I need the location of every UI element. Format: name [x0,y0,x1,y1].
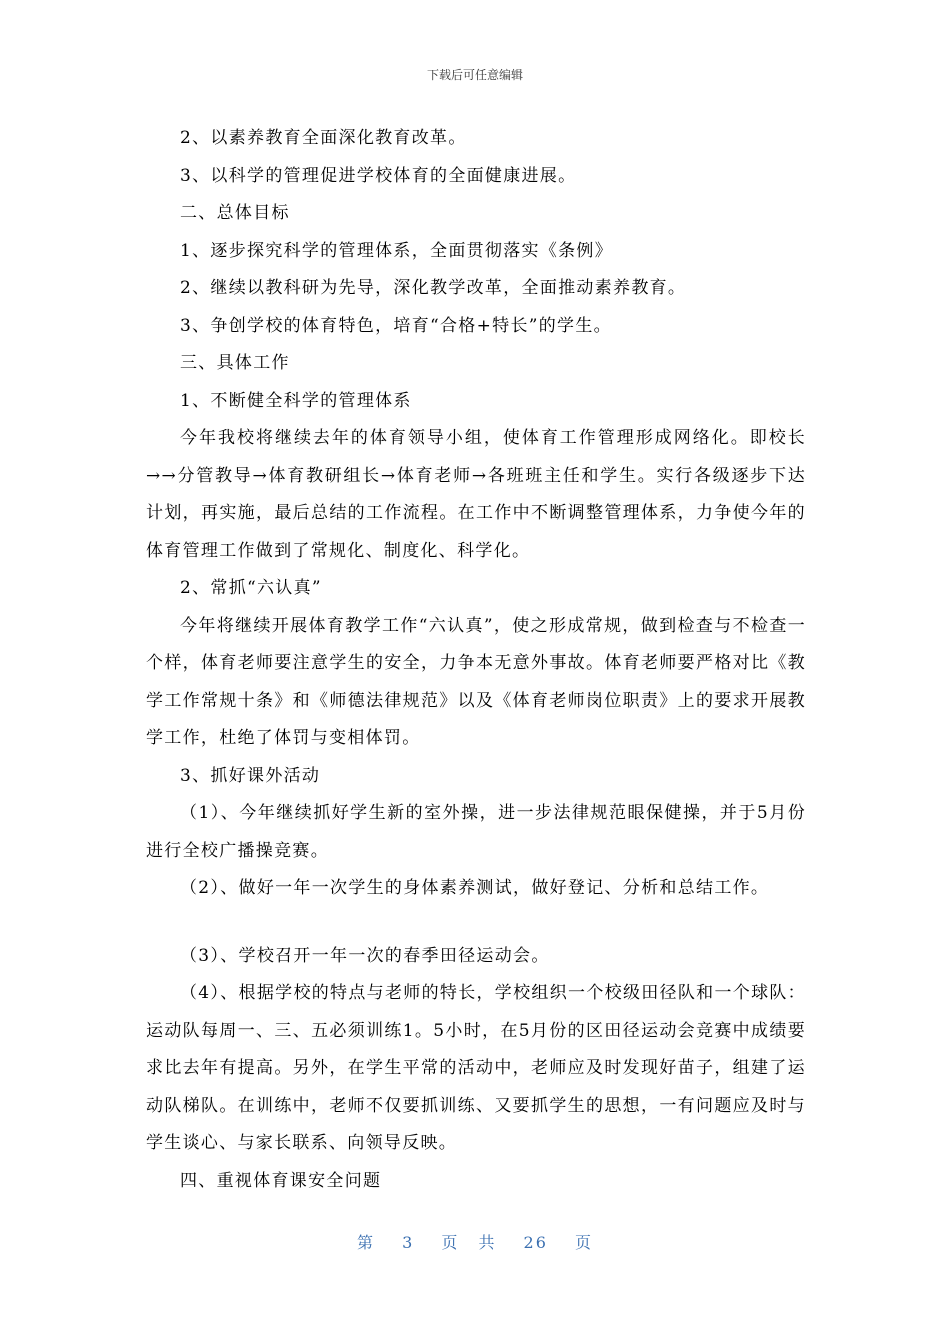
page-header: 下载后可任意编辑 [426,68,523,82]
footer-total-label: 页 共 [441,1233,497,1252]
paragraph: 2、以素养教育全面深化教育改革。 [180,128,467,148]
subsection-heading: 3、抓好课外活动 [180,765,321,786]
paragraph: 1、逐步探究科学的管理体系，全面贯彻落实《条例》 [180,240,614,261]
footer-page-number: 3 [402,1233,415,1252]
list-item: （2）、做好一年一次学生的身体素养测试，做好登记、分析和总结工作。 [180,878,770,898]
section-heading: 三、具体工作 [180,353,290,373]
paragraph: 今年将继续开展体育教学工作“六认真”，使之形成常规，做到检查与不检查一个样，体育老师要注意学生的安全，力争本无意外事故。体育老师要严格对比《教学工作常规十条》和《师德法律规范》以及《体育老师岗位职责》上的要求开展教学工作，杜绝了体罚与变相体罚。 [146,615,806,748]
subsection-heading: 2、常抓“六认真” [180,578,322,598]
subsection-heading: 1、不断健全科学的管理体系 [180,390,412,411]
paragraph: 3、以科学的管理促进学校体育的全面健康进展。 [180,165,577,186]
list-item: （1）、今年继续抓好学生新的室外操，进一步法律规范眼保健操，并于5月份进行全校广播操竞赛。 [146,803,806,861]
section-heading: 四、重视体育课安全问题 [180,1170,382,1191]
footer-total-number: 26 [523,1233,548,1252]
paragraph: 3、争创学校的体育特色，培育“合格+特长”的学生。 [180,315,612,336]
blank-gap [146,908,806,938]
list-item: （4）、根据学校的特点与老师的特长，学校组织一个校级田径队和一个球队：运动队每周一、三、五必须训练1。5小时，在5月份的区田径运动会竞赛中成绩要求比去年有提高。另外，在学生平常的活动中，老师应及时发现好苗子，组建了运动队梯队。在训练中，老师不仅要抓训练、又要抓学生的思想，一有问题应及时与学生谈心、与家长联系、向领导反映。 [146,983,806,1153]
section-heading: 二、总体目标 [180,203,290,223]
paragraph: 2、继续以教科研为先导，深化教学改革，全面推动素养教育。 [180,278,687,298]
footer-end-label: 页 [575,1233,594,1252]
list-item: （3）、学校召开一年一次的春季田径运动会。 [180,945,550,966]
footer-page-label: 第 [356,1233,375,1252]
page-footer [0,1230,950,1253]
paragraph: 今年我校将继续去年的体育领导小组，使体育工作管理形成网络化。即校长→→分管教导→体育教研组长→体育老师→各班班主任和学生。实行各级逐步下达计划，再实施，最后总结的工作流程。在工作中不断调整管理体系，力争使今年的体育管理工作做到了常规化、制度化、科学化。 [146,428,806,561]
document-body [146,120,806,1200]
